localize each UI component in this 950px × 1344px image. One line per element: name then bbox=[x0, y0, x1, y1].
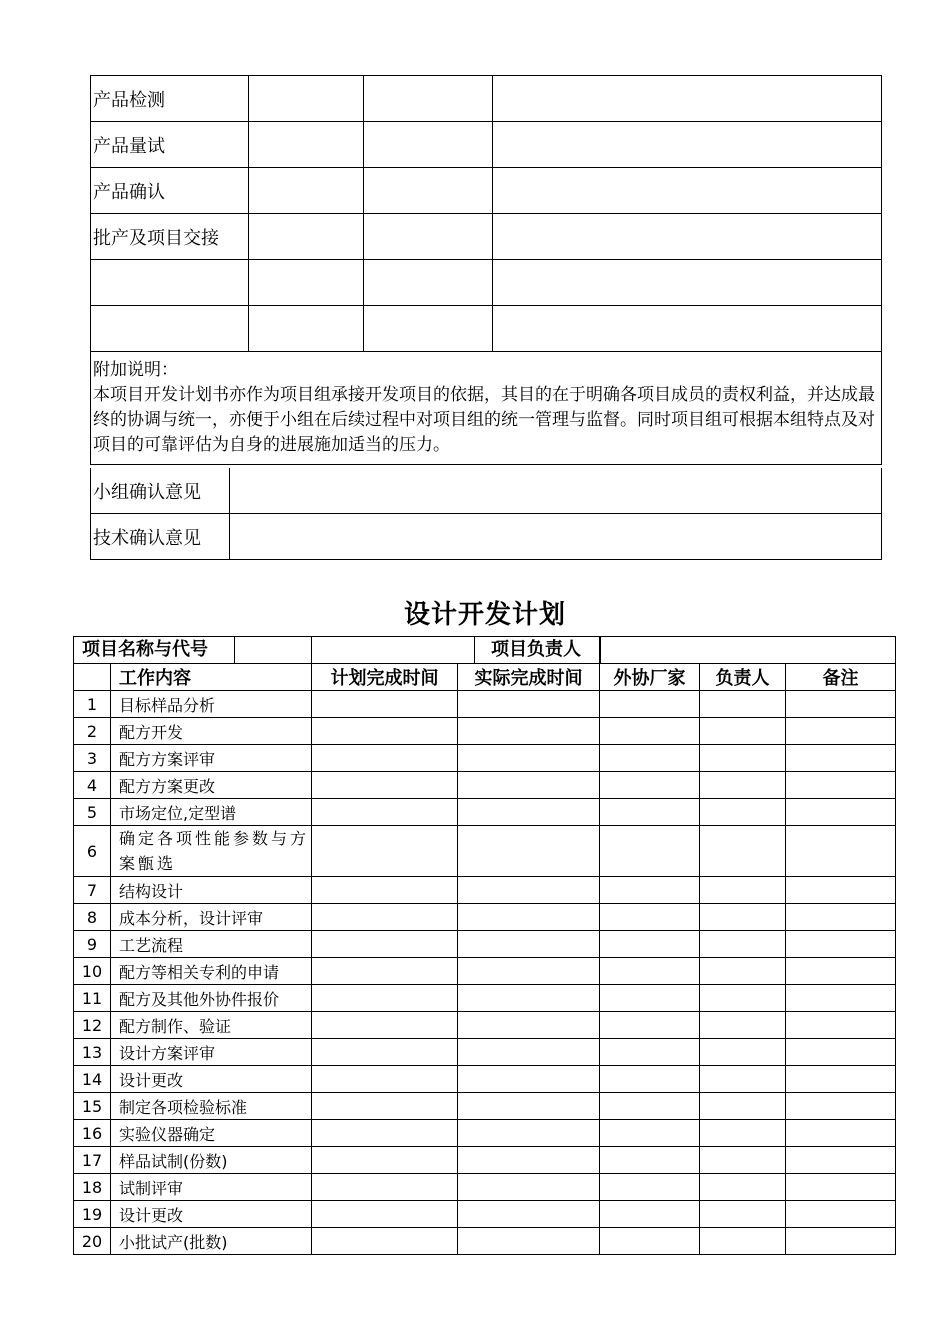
header-vendor: 外协厂家 bbox=[600, 664, 700, 691]
owner-cell[interactable] bbox=[700, 1201, 786, 1228]
tech-confirm-field[interactable] bbox=[230, 514, 882, 560]
vendor-cell[interactable] bbox=[600, 1012, 700, 1039]
table-row bbox=[74, 772, 896, 799]
table-row bbox=[74, 877, 896, 904]
tech-confirm-row bbox=[91, 514, 882, 560]
remark-cell[interactable] bbox=[786, 1201, 896, 1228]
planned-cell[interactable] bbox=[312, 1039, 458, 1066]
owner-cell[interactable] bbox=[700, 1066, 786, 1093]
task-name: 配方开发 bbox=[111, 718, 312, 745]
row-label: 产品检测 bbox=[91, 76, 249, 122]
table-row bbox=[74, 691, 896, 718]
planned-cell[interactable] bbox=[312, 931, 458, 958]
task-list bbox=[74, 691, 896, 1255]
row-label bbox=[91, 260, 249, 306]
task-name: 配方方案评审 bbox=[111, 745, 312, 772]
actual-cell[interactable] bbox=[458, 1093, 600, 1120]
planned-cell[interactable] bbox=[312, 985, 458, 1012]
table-row bbox=[74, 1147, 896, 1174]
remark-cell[interactable] bbox=[786, 877, 896, 904]
task-number: 9 bbox=[74, 931, 111, 958]
task-name: 配方制作、验证 bbox=[111, 1012, 312, 1039]
table-row bbox=[74, 1012, 896, 1039]
actual-cell[interactable] bbox=[458, 1039, 600, 1066]
remark-cell[interactable] bbox=[786, 1147, 896, 1174]
cell[interactable] bbox=[493, 122, 882, 168]
table-row bbox=[74, 826, 896, 877]
project-name-field-b[interactable] bbox=[312, 637, 475, 663]
task-name: 试制评审 bbox=[111, 1174, 312, 1201]
plan-table bbox=[73, 636, 896, 1255]
task-number: 10 bbox=[74, 958, 111, 985]
table-row bbox=[91, 168, 882, 214]
actual-cell[interactable] bbox=[458, 1012, 600, 1039]
vendor-cell[interactable] bbox=[600, 958, 700, 985]
table-row bbox=[74, 745, 896, 772]
remark-cell[interactable] bbox=[786, 718, 896, 745]
actual-cell[interactable] bbox=[458, 904, 600, 931]
actual-cell[interactable] bbox=[458, 931, 600, 958]
planned-cell[interactable] bbox=[312, 745, 458, 772]
table-row bbox=[74, 931, 896, 958]
remark-cell[interactable] bbox=[786, 691, 896, 718]
planned-cell[interactable] bbox=[312, 718, 458, 745]
task-name: 成本分析，设计评审 bbox=[111, 904, 312, 931]
table-row bbox=[74, 985, 896, 1012]
remark-cell[interactable] bbox=[786, 1039, 896, 1066]
task-name: 小批试产(批数) bbox=[111, 1228, 312, 1255]
table-row bbox=[74, 1039, 896, 1066]
task-name: 配方方案更改 bbox=[111, 772, 312, 799]
page-title: 设计开发计划 bbox=[403, 600, 566, 630]
task-number: 12 bbox=[74, 1012, 111, 1039]
planned-cell[interactable] bbox=[312, 1174, 458, 1201]
vendor-cell[interactable] bbox=[600, 904, 700, 931]
task-number: 11 bbox=[74, 985, 111, 1012]
vendor-cell[interactable] bbox=[600, 1066, 700, 1093]
cell[interactable] bbox=[249, 168, 364, 214]
vendor-cell[interactable] bbox=[600, 931, 700, 958]
planned-cell[interactable] bbox=[312, 1120, 458, 1147]
remark-cell[interactable] bbox=[786, 745, 896, 772]
project-info-row bbox=[74, 637, 896, 664]
table-row bbox=[74, 1174, 896, 1201]
planned-cell[interactable] bbox=[312, 958, 458, 985]
group-confirm-row bbox=[91, 468, 882, 514]
owner-cell[interactable] bbox=[700, 958, 786, 985]
table-row bbox=[74, 1093, 896, 1120]
remark-cell[interactable] bbox=[786, 772, 896, 799]
planned-cell[interactable] bbox=[312, 799, 458, 826]
actual-cell[interactable] bbox=[458, 958, 600, 985]
remark-cell[interactable] bbox=[786, 904, 896, 931]
table-row bbox=[91, 306, 882, 352]
task-number: 15 bbox=[74, 1093, 111, 1120]
planned-cell[interactable] bbox=[312, 691, 458, 718]
planned-cell[interactable] bbox=[312, 904, 458, 931]
task-name: 配方等相关专利的申请 bbox=[111, 958, 312, 985]
top-table bbox=[90, 75, 882, 465]
actual-cell[interactable] bbox=[458, 826, 600, 877]
project-lead-label-text: 项目负责人 bbox=[491, 639, 581, 660]
actual-cell[interactable] bbox=[458, 772, 600, 799]
notes-title: 附加说明： bbox=[93, 360, 178, 380]
task-number: 5 bbox=[74, 799, 111, 826]
notes-cell bbox=[91, 352, 882, 465]
group-confirm-field[interactable] bbox=[230, 468, 882, 514]
task-name: 确定各项性能参数与方案甑选 bbox=[111, 826, 312, 877]
vendor-cell[interactable] bbox=[600, 1147, 700, 1174]
task-number: 6 bbox=[74, 826, 111, 877]
owner-cell[interactable] bbox=[700, 1228, 786, 1255]
header-no bbox=[74, 664, 111, 691]
task-number: 2 bbox=[74, 718, 111, 745]
table-row bbox=[91, 122, 882, 168]
remark-cell[interactable] bbox=[786, 1066, 896, 1093]
table-row bbox=[74, 958, 896, 985]
planned-cell[interactable] bbox=[312, 1201, 458, 1228]
table-row bbox=[74, 1228, 896, 1255]
vendor-cell[interactable] bbox=[600, 826, 700, 877]
table-row bbox=[91, 260, 882, 306]
task-number: 13 bbox=[74, 1039, 111, 1066]
task-number: 17 bbox=[74, 1147, 111, 1174]
task-number: 19 bbox=[74, 1201, 111, 1228]
row-label: 批产及项目交接 bbox=[91, 214, 249, 260]
planned-cell[interactable] bbox=[312, 1012, 458, 1039]
table-row bbox=[91, 214, 882, 260]
actual-cell[interactable] bbox=[458, 1147, 600, 1174]
owner-cell[interactable] bbox=[700, 799, 786, 826]
notes-row bbox=[91, 352, 882, 465]
vendor-cell[interactable] bbox=[600, 745, 700, 772]
cell[interactable] bbox=[364, 76, 493, 122]
remark-cell[interactable] bbox=[786, 1012, 896, 1039]
vendor-cell[interactable] bbox=[600, 718, 700, 745]
task-name: 制定各项检验标准 bbox=[111, 1093, 312, 1120]
vendor-cell[interactable] bbox=[600, 799, 700, 826]
actual-cell[interactable] bbox=[458, 1120, 600, 1147]
table-row bbox=[74, 799, 896, 826]
owner-cell[interactable] bbox=[700, 691, 786, 718]
actual-cell[interactable] bbox=[458, 799, 600, 826]
remark-cell[interactable] bbox=[786, 985, 896, 1012]
vendor-cell[interactable] bbox=[600, 1039, 700, 1066]
task-number: 8 bbox=[74, 904, 111, 931]
cell[interactable] bbox=[364, 306, 493, 352]
project-lead-input[interactable] bbox=[601, 637, 895, 663]
cell[interactable] bbox=[493, 214, 882, 260]
task-number: 7 bbox=[74, 877, 111, 904]
owner-cell[interactable] bbox=[700, 1147, 786, 1174]
table-row bbox=[74, 904, 896, 931]
remark-cell[interactable] bbox=[786, 826, 896, 877]
owner-cell[interactable] bbox=[700, 1174, 786, 1201]
task-name: 设计更改 bbox=[111, 1066, 312, 1093]
vendor-cell[interactable] bbox=[600, 1201, 700, 1228]
task-number: 1 bbox=[74, 691, 111, 718]
cell[interactable] bbox=[249, 122, 364, 168]
owner-cell[interactable] bbox=[700, 772, 786, 799]
owner-cell[interactable] bbox=[700, 904, 786, 931]
table-row bbox=[91, 76, 882, 122]
planned-cell[interactable] bbox=[312, 1093, 458, 1120]
vendor-cell[interactable] bbox=[600, 772, 700, 799]
actual-cell[interactable] bbox=[458, 718, 600, 745]
cell[interactable] bbox=[493, 76, 882, 122]
notes-body: 本项目开发计划书亦作为项目组承接开发项目的依据，其目的在于明确各项目成员的责权利益，并达成最终的协调与统一，亦便于小组在后续过程中对项目组的统一管理与监督。同时项目组可根据本组特点及对项目的可靠评估为自身的进展施加适当的压力。 bbox=[93, 385, 875, 455]
actual-cell[interactable] bbox=[458, 1228, 600, 1255]
task-number: 20 bbox=[74, 1228, 111, 1255]
project-name-label-text: 项目名称与代号 bbox=[74, 637, 235, 663]
owner-cell[interactable] bbox=[700, 718, 786, 745]
row-label: 产品确认 bbox=[91, 168, 249, 214]
vendor-cell[interactable] bbox=[600, 1174, 700, 1201]
header-row bbox=[74, 664, 896, 691]
tech-confirm-label: 技术确认意见 bbox=[91, 514, 230, 560]
planned-cell[interactable] bbox=[312, 1228, 458, 1255]
cell[interactable] bbox=[364, 214, 493, 260]
owner-cell[interactable] bbox=[700, 877, 786, 904]
task-number: 4 bbox=[74, 772, 111, 799]
planned-cell[interactable] bbox=[312, 877, 458, 904]
owner-cell[interactable] bbox=[700, 1120, 786, 1147]
header-owner: 负责人 bbox=[700, 664, 786, 691]
planned-cell[interactable] bbox=[312, 1066, 458, 1093]
cell[interactable] bbox=[493, 306, 882, 352]
table-row bbox=[74, 1120, 896, 1147]
vendor-cell[interactable] bbox=[600, 691, 700, 718]
task-number: 14 bbox=[74, 1066, 111, 1093]
actual-cell[interactable] bbox=[458, 1174, 600, 1201]
cell[interactable] bbox=[249, 306, 364, 352]
actual-cell[interactable] bbox=[458, 985, 600, 1012]
cell[interactable] bbox=[493, 168, 882, 214]
header-planned: 计划完成时间 bbox=[312, 664, 458, 691]
planned-cell[interactable] bbox=[312, 772, 458, 799]
project-name-field[interactable] bbox=[312, 637, 600, 664]
cell[interactable] bbox=[249, 76, 364, 122]
cell[interactable] bbox=[249, 260, 364, 306]
remark-cell[interactable] bbox=[786, 799, 896, 826]
task-number: 18 bbox=[74, 1174, 111, 1201]
table-row bbox=[74, 718, 896, 745]
row-label: 产品量试 bbox=[91, 122, 249, 168]
actual-cell[interactable] bbox=[458, 1201, 600, 1228]
cell[interactable] bbox=[249, 214, 364, 260]
actual-cell[interactable] bbox=[458, 1066, 600, 1093]
task-name: 样品试制(份数) bbox=[111, 1147, 312, 1174]
remark-cell[interactable] bbox=[786, 931, 896, 958]
remark-cell[interactable] bbox=[786, 1120, 896, 1147]
cell[interactable] bbox=[364, 122, 493, 168]
header-remark: 备注 bbox=[786, 664, 896, 691]
vendor-cell[interactable] bbox=[600, 1120, 700, 1147]
owner-cell[interactable] bbox=[700, 931, 786, 958]
task-number: 3 bbox=[74, 745, 111, 772]
cell[interactable] bbox=[364, 168, 493, 214]
project-name-label bbox=[74, 637, 312, 664]
project-name-field-a[interactable] bbox=[235, 637, 311, 663]
vendor-cell[interactable] bbox=[600, 877, 700, 904]
task-name: 结构设计 bbox=[111, 877, 312, 904]
vendor-cell[interactable] bbox=[600, 1228, 700, 1255]
owner-cell[interactable] bbox=[700, 826, 786, 877]
planned-cell[interactable] bbox=[312, 1147, 458, 1174]
owner-cell[interactable] bbox=[700, 1039, 786, 1066]
task-name: 目标样品分析 bbox=[111, 691, 312, 718]
remark-cell[interactable] bbox=[786, 1093, 896, 1120]
owner-cell[interactable] bbox=[700, 745, 786, 772]
task-name: 设计方案评审 bbox=[111, 1039, 312, 1066]
header-work: 工作内容 bbox=[111, 664, 312, 691]
vendor-cell[interactable] bbox=[600, 985, 700, 1012]
remark-cell[interactable] bbox=[786, 958, 896, 985]
owner-cell[interactable] bbox=[700, 985, 786, 1012]
cell[interactable] bbox=[364, 260, 493, 306]
task-name: 实验仪器确定 bbox=[111, 1120, 312, 1147]
owner-cell[interactable] bbox=[700, 1093, 786, 1120]
task-name: 配方及其他外协件报价 bbox=[111, 985, 312, 1012]
table-row bbox=[74, 1201, 896, 1228]
owner-cell[interactable] bbox=[700, 1012, 786, 1039]
row-label bbox=[91, 306, 249, 352]
actual-cell[interactable] bbox=[458, 877, 600, 904]
planned-cell[interactable] bbox=[312, 826, 458, 877]
table-row bbox=[74, 1066, 896, 1093]
task-name: 设计更改 bbox=[111, 1201, 312, 1228]
group-confirm-label: 小组确认意见 bbox=[91, 468, 230, 514]
vendor-cell[interactable] bbox=[600, 1093, 700, 1120]
remark-cell[interactable] bbox=[786, 1228, 896, 1255]
cell[interactable] bbox=[493, 260, 882, 306]
confirm-table bbox=[90, 468, 882, 560]
actual-cell[interactable] bbox=[458, 691, 600, 718]
remark-cell[interactable] bbox=[786, 1174, 896, 1201]
actual-cell[interactable] bbox=[458, 745, 600, 772]
task-name: 工艺流程 bbox=[111, 931, 312, 958]
task-number: 16 bbox=[74, 1120, 111, 1147]
project-lead-field[interactable] bbox=[600, 637, 896, 664]
task-name: 市场定位,定型谱 bbox=[111, 799, 312, 826]
header-actual: 实际完成时间 bbox=[458, 664, 600, 691]
